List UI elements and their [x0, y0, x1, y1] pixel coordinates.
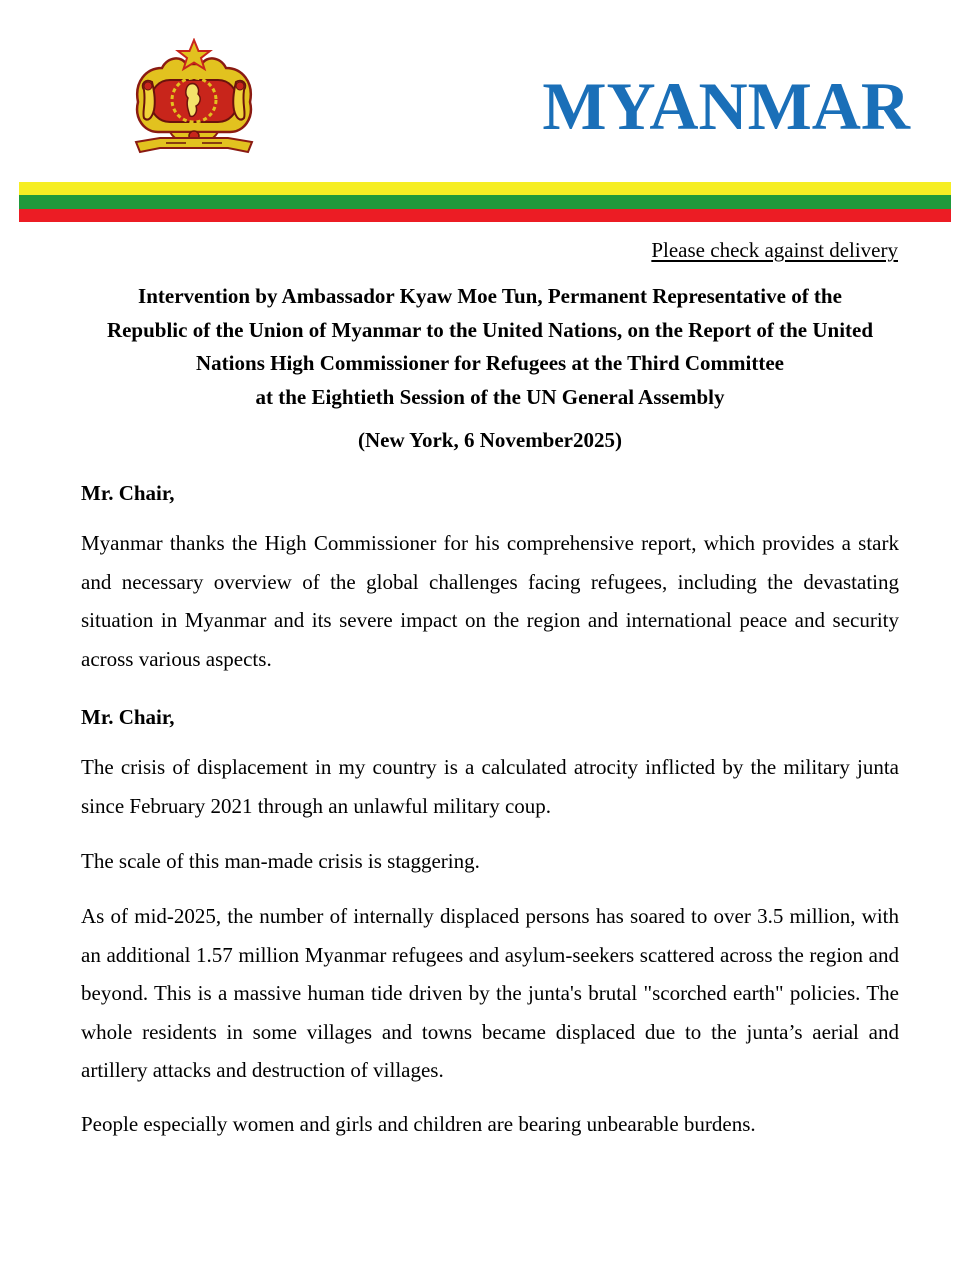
state-seal-emblem	[130, 38, 258, 158]
statement-heading	[60, 280, 920, 414]
flag-color-stripes	[19, 182, 951, 222]
salutation: Mr. Chair,	[81, 705, 175, 729]
paragraph: The crisis of displacement in my country is a calculated atrocity inflicted by the military junta since February 2021 through an unlawful military coup.	[81, 755, 899, 818]
green-stripe	[19, 195, 951, 209]
dateline: (New York, 6 November2025)	[358, 428, 622, 452]
paragraph: The scale of this man-made crisis is staggering.	[81, 849, 480, 873]
heading-line: at the Eightieth Session of the UN General Assembly	[255, 384, 725, 409]
paragraph: People especially women and girls and children are bearing unbearable burdens.	[81, 1112, 756, 1136]
state-seal-of-myanmar-icon	[130, 38, 258, 158]
red-stripe	[19, 209, 951, 222]
heading-line: Republic of the Union of Myanmar to the United Nations, on the Report of the United	[106, 317, 874, 342]
country-title: MYANMAR	[542, 68, 910, 144]
salutation: Mr. Chair,	[81, 481, 175, 505]
delivery-note: Please check against delivery	[651, 238, 898, 262]
heading-line: Intervention by Ambassador Kyaw Moe Tun, Permanent Representative of the	[138, 284, 842, 308]
paragraph: Myanmar thanks the High Commissioner for his comprehensive report, which provides a stark and necessary overview of the global challenges facing refugees, including the devastating situation in Myanmar and its severe impact on the region and international peace and security across various aspects.	[81, 531, 899, 671]
paragraph: As of mid-2025, the number of internally displaced persons has soared to over 3.5 million, with an additional 1.57 million Myanmar refugees and asylum-seekers scattered across the region and beyond. This is a massive human tide driven by the junta's brutal "scorched earth" policies. The whole residents in some villages and towns became displaced due to the junta’s aerial and artillery attacks and destruction of villages.	[81, 904, 899, 1082]
heading-line: Nations High Commissioner for Refugees at the Third Committee	[196, 351, 784, 375]
yellow-stripe	[19, 182, 951, 195]
